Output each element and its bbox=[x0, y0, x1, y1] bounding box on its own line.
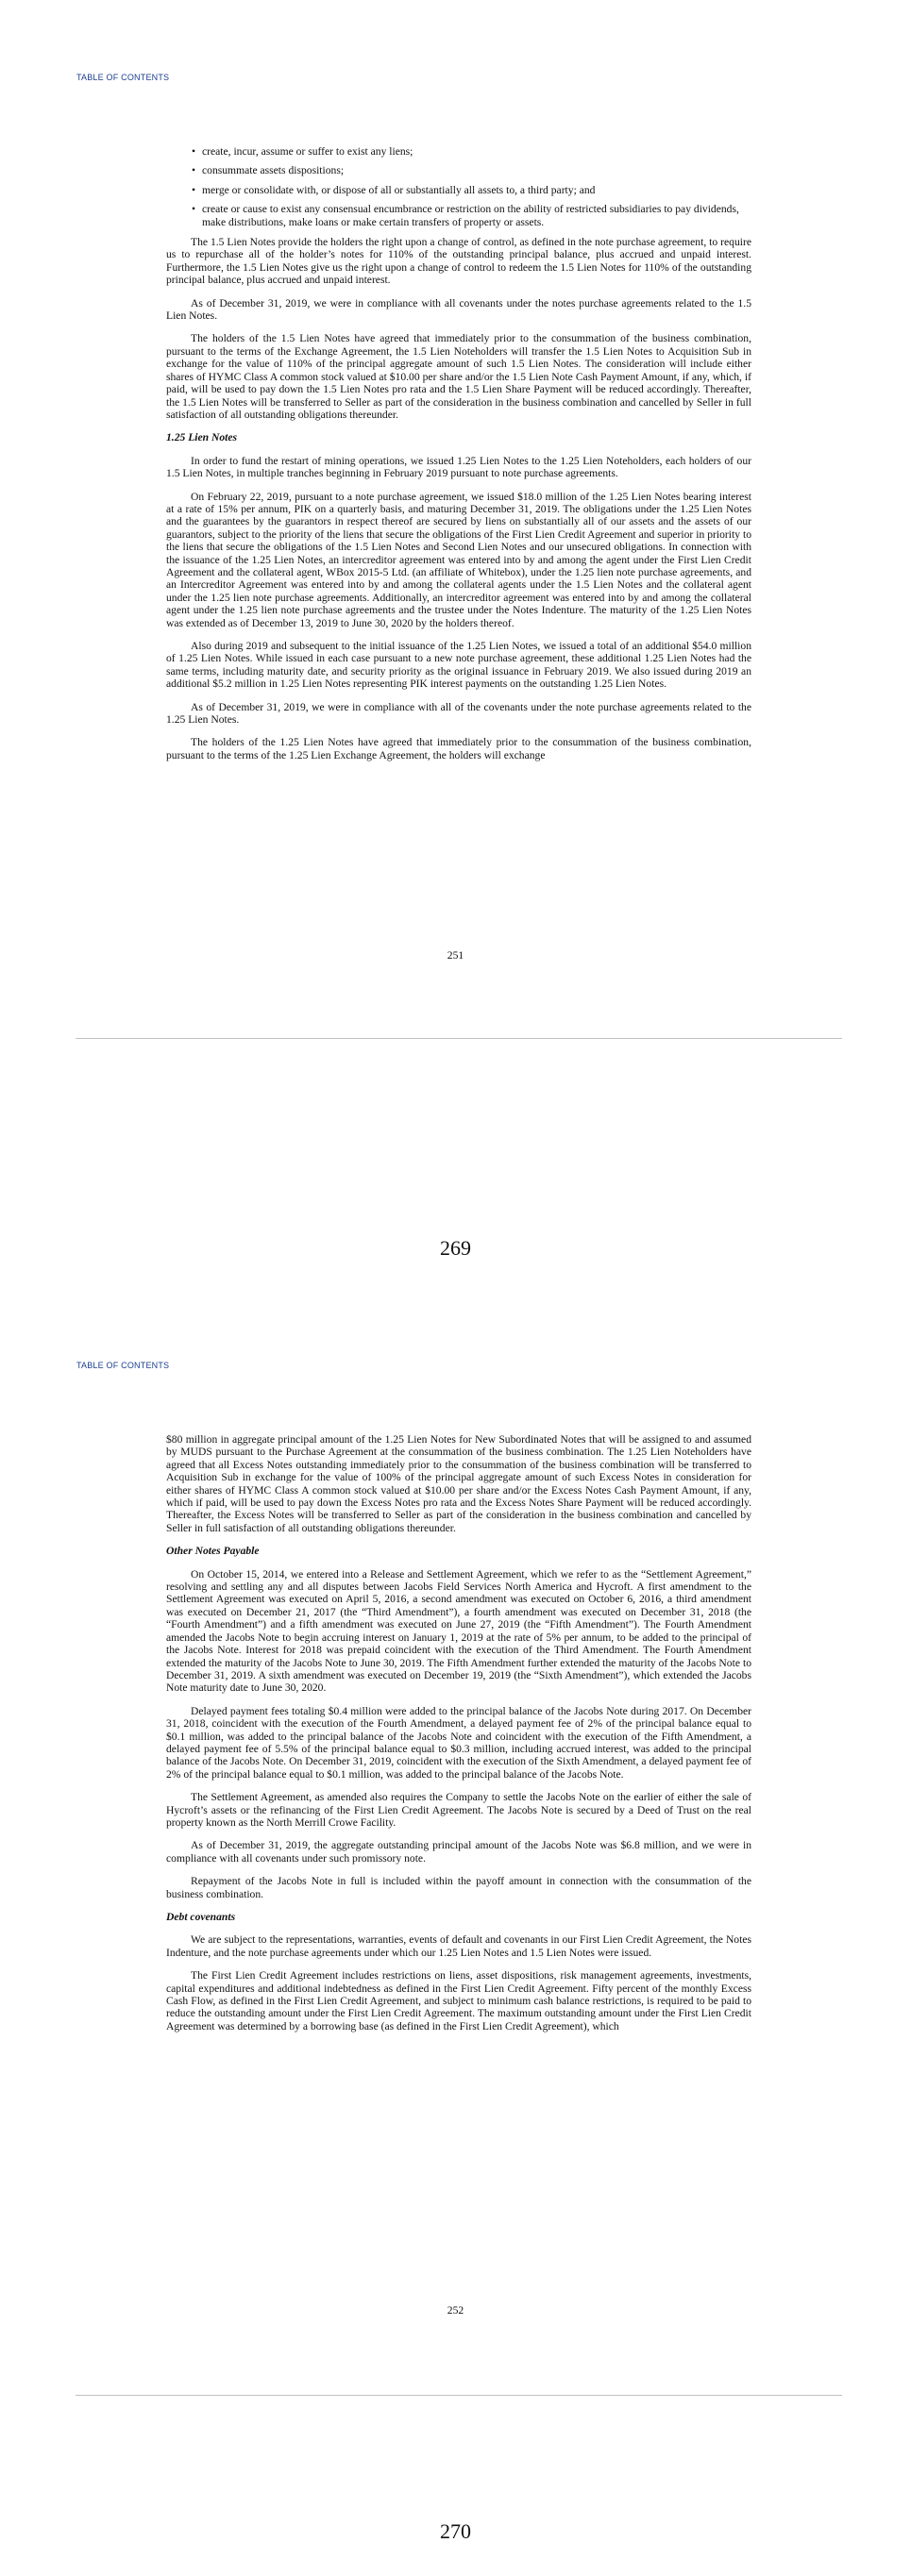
section-heading: Debt covenants bbox=[166, 1911, 236, 1923]
page-252-body bbox=[166, 1433, 751, 2043]
paragraph: The Settlement Agreement, as amended also requires the Company to settle the Jacobs Note on the earlier of either the sale of Hycroft’s assets or the refinancing of the First Lien Credit Agreement. The Jacobs Note is secured by a Deed of Trust on the real property known as the North Merrill Crowe Facility. bbox=[166, 1791, 751, 1829]
paragraph: Repayment of the Jacobs Note in full is included within the payoff amount in connection with the consummation of the business combination. bbox=[166, 1875, 751, 1900]
page-divider bbox=[76, 1038, 842, 1039]
paragraph: The First Lien Credit Agreement includes restrictions on liens, asset dispositions, risk management agreements, investments, capital expenditures and additional indebtedness as defined in the First Lien Credit Agreement. Fifty percent of the monthly Excess Cash Flow, as defined in the First Lien Credit Agreement, and subject to minimum cash balance restrictions, is required to be paid to reduce the outstanding amount under the First Lien Credit Agreement. The maximum outstanding amount under the First Lien Credit Agreement was determined by a borrowing base (as defined in the First Lien Credit Agreement), which bbox=[166, 1969, 751, 2032]
page-number: 251 bbox=[447, 949, 464, 962]
paragraph: As of December 31, 2019, we were in compliance with all covenants under the notes purchase agreements related to the 1.5 Lien Notes. bbox=[166, 296, 751, 323]
paragraph: Also during 2019 and subsequent to the initial issuance of the 1.25 Lien Notes, we issued a total of an additional $54.0 million of 1.25 Lien Notes. While issued in each case pursuant to a new note purchase agreement, these additional 1.25 Lien Notes had the same terms, including maturity date, and security priority as the original issuance in February 2019. We also issued during 2019 an additional $5.2 million in 1.25 Lien Notes representing PIK interest payments on the outstanding 1.25 Lien Notes. bbox=[166, 640, 751, 691]
document-page-number: 269 bbox=[440, 1236, 471, 1260]
list-item: • create, incur, assume or suffer to exist any liens; bbox=[192, 145, 413, 158]
document-page-number: 270 bbox=[440, 2519, 471, 2543]
page-divider bbox=[76, 2395, 842, 2396]
paragraph: The holders of the 1.5 Lien Notes have agreed that immediately prior to the consummation of the business combination, pursuant to the terms of the Exchange Agreement, the 1.5 Lien Noteholders will transfer the 1.5 Lien Notes to Acquisition Sub in exchange for the value of 110% of the principal aggregate amount of such 1.5 Lien Notes. The consideration will include either shares of HYMC Class A common stock valued at $10.00 per share and/or the 1.5 Lien Note Cash Payment Amount, if any, which, if paid, will be used to pay down the 1.5 Lien Notes pro rata and the 1.5 Lien Share Payment will be reduced accordingly. Thereafter, the 1.5 Lien Notes will be transferred to Seller as part of the consideration in the business combination and cancelled by Seller in full satisfaction of all outstanding obligations thereunder. bbox=[166, 332, 751, 421]
paragraph: As of December 31, 2019, the aggregate outstanding principal amount of the Jacobs Note was $6.8 million, and we were in compliance with all covenants under such promissory note. bbox=[166, 1839, 751, 1865]
section-heading: 1.25 Lien Notes bbox=[166, 431, 238, 444]
covenant-bullet-list bbox=[166, 145, 751, 228]
paragraph: We are subject to the representations, warranties, events of default and covenants in our First Lien Credit Agreement, the Notes Indenture, and the note purchase agreements under which our 1.25 Lien Notes and 1.5 Lien Notes were issued. bbox=[166, 1933, 751, 1959]
section-heading: Other Notes Payable bbox=[166, 1545, 260, 1558]
list-item: • merge or consolidate with, or dispose of all or substantially all assets to, a third party; and bbox=[192, 183, 596, 196]
list-item: • consummate assets dispositions; bbox=[192, 164, 345, 177]
paragraph: In order to fund the restart of mining operations, we issued 1.25 Lien Notes to the 1.25 Lien Noteholders, each holders of our 1.5 Lien Notes, in multiple tranches beginning in February 2019 pursuant to note purchase agreements. bbox=[166, 454, 751, 480]
page-251-body bbox=[166, 145, 751, 772]
table-of-contents-link[interactable]: TABLE OF CONTENTS bbox=[76, 73, 170, 82]
paragraph: On October 15, 2014, we entered into a Release and Settlement Agreement, which we refer to as the “Settlement Agreement,” resolving and settling any and all disputes between Jacobs Field Services North America and Hycroft. A first amendment to the Settlement Agreement was executed on April 5, 2016, a second amendment was executed on October 6, 2016, a third amendment was executed on December 21, 2017 (the “Third Amendment”), a fourth amendment was executed on December 31, 2018 (the “Fourth Amendment”) and a fifth amendment was executed on June 27, 2019 (the “Fifth Amendment”). The Fourth Amendment amended the Jacobs Note to begin accruing interest on January 1, 2019 at the rate of 5% per annum, to be added to the principal of the Jacobs Note. Interest for 2018 was prepaid coincident with the execution of the Third Amendment. The Fourth Amendment extended the maturity of the Jacobs Note to June 30, 2019. The Fifth Amendment further extended the maturity of the Jacobs Note to December 31, 2019. A sixth amendment was executed on December 19, 2019 (the “Sixth Amendment”), which extended the Jacobs Note maturity date to June 30, 2020. bbox=[166, 1567, 751, 1695]
paragraph: The 1.5 Lien Notes provide the holders the right upon a change of control, as defined in the note purchase agreement, to require us to repurchase all of the holder’s notes for 110% of the outstanding principal balance, plus accrued and unpaid interest. Furthermore, the 1.5 Lien Notes give us the right upon a change of control to redeem the 1.5 Lien Notes for 110% of the outstanding principal balance, plus accrued and unpaid interest. bbox=[166, 236, 751, 287]
paragraph: $80 million in aggregate principal amount of the 1.25 Lien Notes for New Subordinated Notes that will be assigned to and assumed by MUDS pursuant to the Purchase Agreement at the consummation of the business combination. The 1.25 Lien Noteholders have agreed that all Excess Notes outstanding immediately prior to the consummation of the business combination will be transferred to Acquisition Sub in exchange for the value of 100% of the principal aggregate amount of such Excess Notes in consideration for either shares of HYMC Class A common stock valued at $10.00 per share and/or the Excess Notes Cash Payment Amount, if any, which if paid, will be used to pay down the Excess Notes pro rata and the Excess Notes Share Payment will be reduced accordingly. Thereafter, the Excess Notes will be transferred to Seller as part of the consideration in the business combination and cancelled by Seller in full satisfaction of all outstanding obligations thereunder. bbox=[166, 1433, 751, 1534]
paragraph: The holders of the 1.25 Lien Notes have agreed that immediately prior to the consummation of the business combination, pursuant to the terms of the 1.25 Lien Exchange Agreement, the holders will exchange bbox=[166, 736, 751, 761]
page-number: 252 bbox=[447, 2304, 464, 2317]
paragraph: Delayed payment fees totaling $0.4 million were added to the principal balance of the Jacobs Note during 2017. On December 31, 2018, coincident with the execution of the Fourth Amendment, a delayed payment fee of 2% of the principal balance equal to $0.1 million, was added to the principal balance of the Jacobs Note and coincident with the execution of the Fifth Amendment, a delayed payment fee of 5.5% of the principal balance equal to $0.3 million, including accrued interest, was added to the principal balance of the Jacobs Note. On December 31, 2019, coincident with the execution of the Sixth Amendment, a delayed payment fee of 2% of the principal balance equal to $0.1 million, was added to the principal balance of the Jacobs Note. bbox=[166, 1704, 751, 1781]
paragraph: As of December 31, 2019, we were in compliance with all of the covenants under the note purchase agreements related to the 1.25 Lien Notes. bbox=[166, 700, 751, 727]
table-of-contents-link[interactable]: TABLE OF CONTENTS bbox=[76, 1361, 170, 1370]
paragraph: On February 22, 2019, pursuant to a note purchase agreement, we issued $18.0 million of the 1.25 Lien Notes bearing interest at a rate of 15% per annum, PIK on a quarterly basis, and maturing December 31, 2019. The obligations under the 1.25 Lien Notes and the guarantees by the guarantors in respect thereof are secured by liens on substantially all of our assets and the assets of our guarantors, subject to the priority of the liens that secure the obligations of the First Lien Credit Agreement and superior in priority to the liens that secure the obligations of the 1.5 Lien Notes and Second Lien Notes and our unsecured obligations. In connection with the issuance of the 1.25 Lien Notes, an intercreditor agreement was entered into by and among the agent under the First Lien Credit Agreement and the collateral agent, WBox 2015-5 Ltd. (an affiliate of Whitebox), under the 1.25 lien note purchase agreements, and an Intercreditor Agreement was entered into by and among the collateral agents under the 1.5 Lien Notes and the collateral agent under the 1.25 lien note purchase agreements. Additionally, an intercreditor agreement was entered into by and among the collateral agent under the 1.25 lien note purchase agreements and the trustee under the Notes Indenture. The maturity of the 1.25 Lien Notes was extended as of December 13, 2019 to June 30, 2020 by the holders thereof. bbox=[166, 490, 751, 629]
list-item: • create or cause to exist any consensual encumbrance or restriction on the ability of restricted subsidiaries to pay dividends, make distributions, make loans or make certain transfers of property or assets. bbox=[192, 203, 739, 228]
